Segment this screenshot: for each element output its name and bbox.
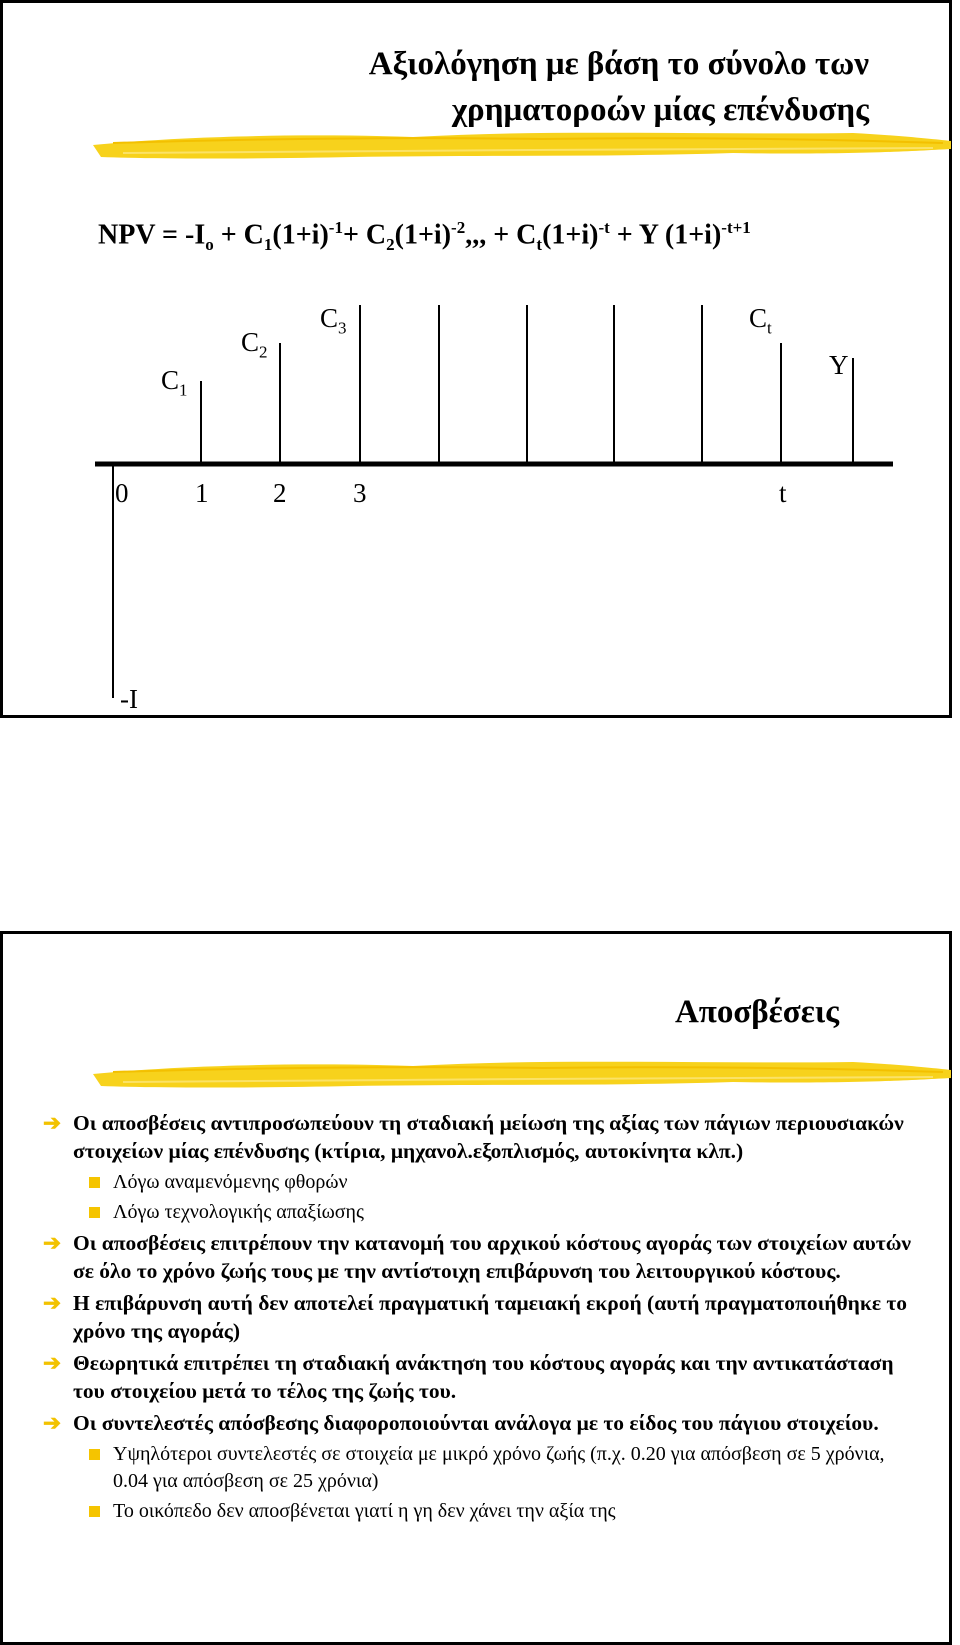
bullet-text: Οι συντελεστές απόσβεσης διαφοροποιούνται ανάλογα με το είδος του πάγιου στοιχείου. (73, 1411, 879, 1435)
bullet-text: Λόγω τεχνολογικής απαξίωσης (113, 1201, 364, 1223)
arrow-bullet-icon: ➔ (43, 1351, 62, 1375)
arrow-bullet-icon: ➔ (43, 1111, 62, 1135)
tick-2: 2 (273, 478, 287, 508)
formula-sup: -1 (328, 218, 343, 237)
label-minus-i: -I (120, 684, 138, 714)
label-c: C (161, 365, 180, 395)
formula-sub: 2 (386, 234, 395, 254)
bullet-item (43, 1109, 923, 1165)
brush-stroke-decoration (93, 1054, 953, 1094)
bullet-text: Υψηλότεροι συντελεστές σε στοιχεία με μικρό χρόνο ζωής (π.χ. 0.20 για απόσβεση σε 5 χρόνια, 0.04 για απόσβεση σε 25 χρόνια) (113, 1443, 885, 1492)
square-bullet-icon (89, 1207, 100, 1218)
formula-part: (1+i) (394, 219, 452, 251)
formula-part: + C (213, 219, 264, 251)
arrow-bullet-icon: ➔ (43, 1291, 62, 1315)
label-c: C (749, 303, 768, 333)
bullet-item (43, 1229, 923, 1285)
label-ct (749, 303, 772, 343)
bullet-text: Οι αποσβέσεις αντιπροσωπεύουν τη σταδιακή μείωση της αξίας των πάγιων περιουσιακών στοιχείων μίας επένδυσης (κτίρια, μηχανολ.εξοπλισμός, αυτοκίνητα κλπ.) (73, 1111, 904, 1163)
sub-bullet-item (43, 1498, 923, 1525)
bullet-text: Η επιβάρυνση αυτή δεν αποτελεί πραγματική ταμειακή εκροή (αυτή πραγματοποιήθηκε το χρόνο της αγοράς) (73, 1291, 908, 1343)
square-bullet-icon (89, 1506, 100, 1517)
square-bullet-icon (89, 1449, 100, 1460)
bullet-item (43, 1409, 923, 1437)
label-c3 (320, 303, 347, 343)
label-sub: 2 (259, 342, 268, 362)
slide-depreciation (0, 931, 952, 1645)
title-line-2: χρηματοροών μίας επένδυσης (451, 92, 869, 128)
arrow-bullet-icon: ➔ (43, 1411, 62, 1435)
formula-part: + C (342, 219, 387, 251)
label-c1 (161, 365, 188, 405)
formula-sup: -2 (451, 218, 466, 237)
bullet-text: Το οικόπεδο δεν αποσβένεται γιατί η γη δεν χάνει την αξία της (113, 1500, 616, 1522)
sub-bullet-item (43, 1199, 923, 1226)
bullet-text: Οι αποσβέσεις επιτρέπουν την κατανομή του αρχικού κόστους αγοράς των στοιχείων αυτών σε όλο το χρόνο ζωής τους με την αντίστοιχη επιβάρυνση του λειτουργικού κόστους. (73, 1231, 912, 1283)
formula-sup: -t (598, 218, 610, 237)
tick-0: 0 (115, 478, 129, 508)
tick-3: 3 (353, 478, 367, 508)
formula-sub: t (536, 234, 543, 254)
formula-part: ,,, + C (465, 219, 537, 251)
formula-part: (1+i) (272, 219, 329, 251)
label-y: Y (829, 350, 849, 380)
formula-sub: o (205, 234, 214, 254)
cashflow-timeline (3, 3, 949, 715)
formula-npv: NPV = -I (98, 219, 206, 251)
tick-1: 1 (195, 478, 209, 508)
slide-npv (0, 0, 952, 718)
slide2-title: Αποσβέσεις (674, 994, 839, 1030)
label-sub: t (767, 318, 772, 338)
label-sub: 1 (179, 380, 188, 400)
bullet-item (43, 1349, 923, 1405)
bullet-item (43, 1289, 923, 1345)
formula-part: + Y (1+i) (609, 219, 722, 251)
bullet-list (43, 1109, 923, 1528)
label-c: C (241, 327, 260, 357)
label-c2 (241, 327, 268, 367)
label-sub: 3 (338, 318, 347, 338)
title-line-1: Αξιολόγηση με βάση το σύνολο των (368, 46, 869, 82)
label-c: C (320, 303, 339, 333)
bullet-text: Θεωρητικά επιτρέπει τη σταδιακή ανάκτηση του κόστους αγοράς και την αντικατάσταση του στοιχείου μετά το τέλος της ζωής του. (73, 1351, 894, 1403)
formula-part: (1+i) (542, 219, 599, 251)
tick-t: t (779, 478, 787, 508)
formula-sub: 1 (263, 234, 273, 254)
sub-bullet-item (43, 1169, 923, 1196)
square-bullet-icon (89, 1177, 100, 1188)
formula-sup: -t+1 (721, 218, 751, 237)
sub-bullet-item (43, 1441, 923, 1495)
arrow-bullet-icon: ➔ (43, 1231, 62, 1255)
bullet-text: Λόγω αναμενόμενης φθορών (113, 1171, 348, 1193)
